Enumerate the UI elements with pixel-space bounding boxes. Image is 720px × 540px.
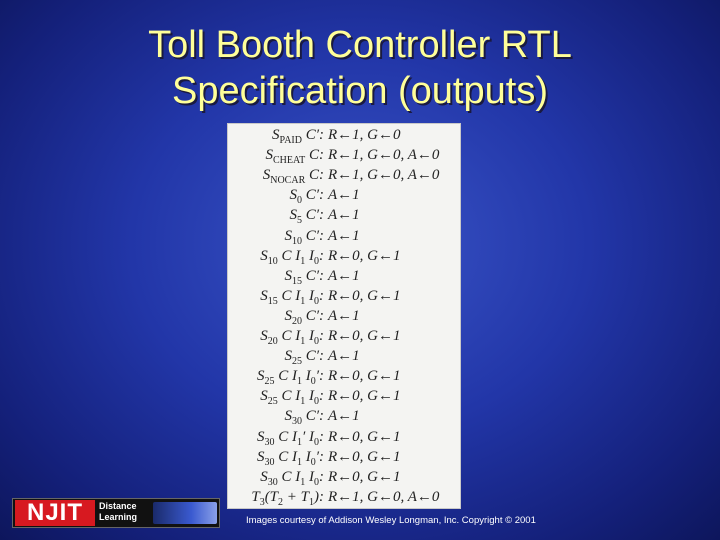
image-credit: Images courtesy of Addison Wesley Longman, Inc. Copyright © 2001	[246, 515, 536, 526]
rtl-row	[228, 166, 460, 186]
rtl-action: R←0, G←1	[328, 247, 401, 264]
rtl-row	[228, 488, 460, 508]
rtl-condition: $S_{30}$ C $I_1$ $I_0$:	[260, 468, 324, 488]
rtl-condition: $S_{15}$ C′:	[284, 267, 324, 287]
rtl-condition: $S_5$ C′:	[289, 207, 324, 227]
rtl-action: A←1	[328, 227, 360, 244]
rtl-row	[228, 347, 460, 367]
slide-title	[0, 22, 720, 114]
rtl-row	[228, 126, 460, 146]
rtl-condition: $S_{30}$ C′:	[284, 408, 324, 428]
rtl-condition: $S_{15}$ C $I_1$ $I_0$:	[260, 287, 324, 307]
rtl-action: R←0, G←1	[328, 328, 401, 344]
rtl-action: R←1, G←0	[328, 127, 401, 143]
rtl-action: R←1, G←0, A←0	[328, 488, 440, 505]
rtl-condition: $S_{CHEAT}$ C:	[265, 147, 324, 167]
rtl-condition: $S_{PAID}$ C′:	[272, 127, 324, 146]
rtl-condition: $S_{10}$ C′:	[284, 227, 324, 247]
rtl-action: A←1	[328, 348, 360, 365]
logo-subtitle	[99, 501, 137, 523]
rtl-row	[228, 227, 460, 247]
rtl-row	[228, 247, 460, 267]
rtl-row	[228, 186, 460, 206]
rtl-condition: $S_{25}$ C $I_1$ $I_0$:	[260, 388, 324, 408]
rtl-condition: $S_{30}$ C $I_1'$ $I_0$:	[256, 428, 324, 448]
logo-sub-line-1: Distance	[99, 501, 137, 511]
rtl-condition: $S_{25}$ C $I_1$ $I_0'$:	[256, 368, 324, 388]
rtl-condition: $S_{25}$ C′:	[284, 348, 324, 368]
logo-njit-text: NJIT	[15, 500, 95, 526]
logo-graphic-icon	[153, 502, 217, 524]
rtl-row	[228, 146, 460, 166]
rtl-action: R←0, G←1	[328, 368, 401, 385]
rtl-action: R←0, G←1	[328, 287, 401, 304]
logo-sub-line-2: Learning	[99, 512, 138, 522]
rtl-row	[228, 287, 460, 307]
title-line-1: Toll Booth Controller RTL	[148, 24, 572, 66]
rtl-condition: $S_{20}$ C $I_1$ $I_0$:	[260, 328, 324, 347]
rtl-action: R←0, G←1	[328, 428, 401, 445]
rtl-row	[228, 448, 460, 468]
rtl-condition: $S_{30}$ C $I_1$ $I_0'$:	[256, 448, 324, 468]
title-line-2: Specification (outputs)	[172, 70, 548, 112]
rtl-row	[228, 468, 460, 488]
rtl-action: A←1	[328, 267, 360, 284]
rtl-action: A←1	[328, 408, 360, 425]
rtl-row	[228, 367, 460, 387]
rtl-condition: $S_{10}$ C $I_1$ $I_0$:	[260, 247, 324, 267]
rtl-action: R←0, G←1	[328, 388, 401, 405]
rtl-row	[228, 307, 460, 327]
rtl-action: A←1	[328, 307, 360, 324]
rtl-row	[228, 387, 460, 407]
rtl-action: R←1, G←0, A←0	[328, 147, 440, 164]
rtl-action: R←1, G←0, A←0	[328, 167, 440, 184]
rtl-action: A←1	[328, 187, 360, 204]
rtl-row	[228, 206, 460, 226]
rtl-action: R←0, G←1	[328, 468, 401, 485]
rtl-row	[228, 428, 460, 448]
njit-distance-learning-logo	[12, 498, 220, 528]
rtl-action: A←1	[328, 207, 360, 224]
rtl-specification-panel	[228, 124, 460, 508]
rtl-row	[228, 327, 460, 347]
rtl-condition: $S_{NOCAR}$ C:	[262, 167, 324, 187]
rtl-action: R←0, G←1	[328, 448, 401, 465]
rtl-condition: $S_{20}$ C′:	[284, 307, 324, 327]
rtl-condition: $T_3(T_2 + T_1)$:	[251, 488, 324, 508]
rtl-row	[228, 407, 460, 427]
rtl-condition: $S_0$ C′:	[289, 187, 324, 207]
rtl-row	[228, 267, 460, 287]
